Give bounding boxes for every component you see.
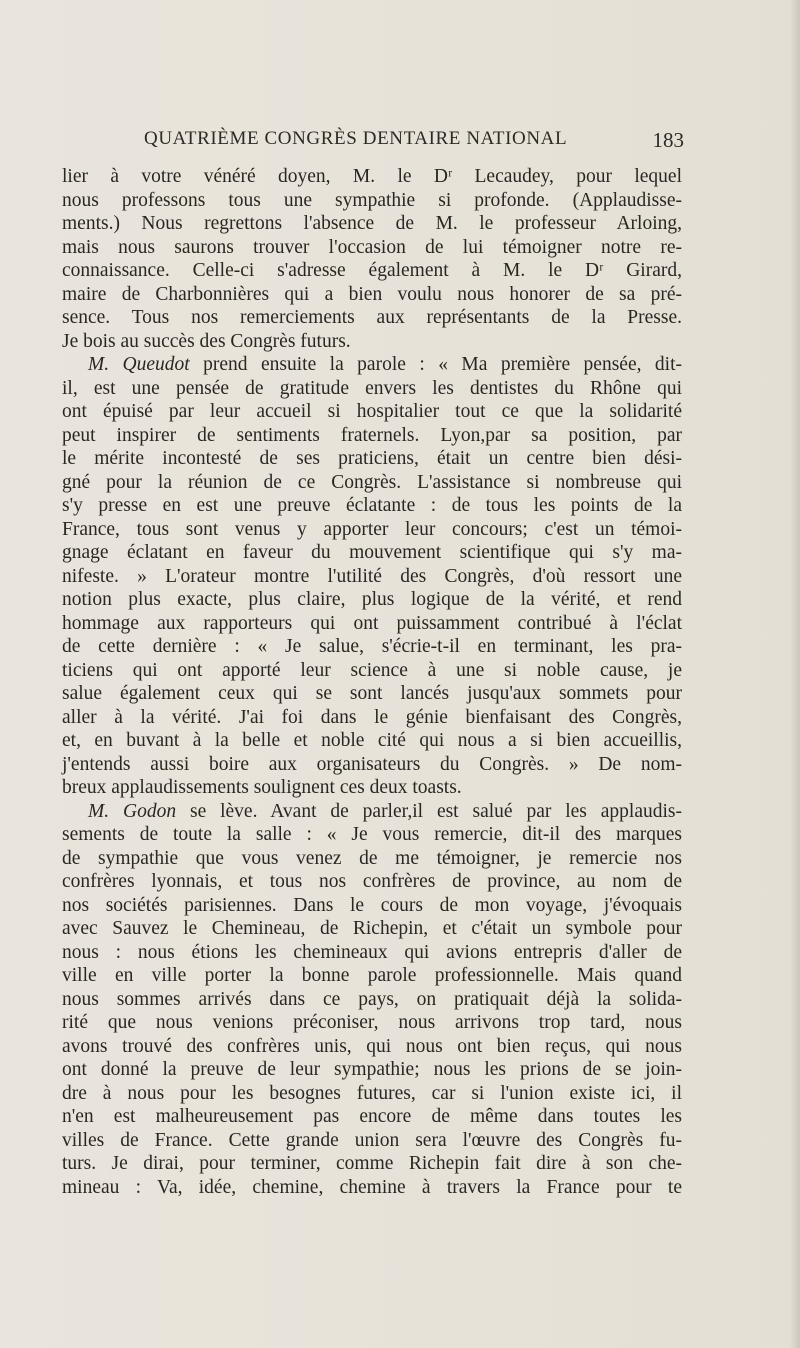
text-line	[62, 682, 682, 706]
text-line	[62, 1058, 682, 1082]
text-line	[62, 847, 682, 871]
text-line	[62, 894, 682, 918]
line-text: ticiens qui ont apporté leur science à une si noble cause, je	[62, 659, 682, 681]
line-text: gnage éclatant en faveur du mouvement scientifique qui s'y ma-	[62, 542, 682, 563]
line-text: aller à la vérité. J'ai foi dans le génie bienfaisant des Congrès,	[62, 706, 682, 728]
text-line	[62, 518, 682, 542]
text-line	[62, 494, 682, 518]
text-line	[62, 776, 682, 800]
text-line	[62, 635, 682, 659]
line-text: breux applaudissements soulignent ces deux toasts.	[62, 777, 462, 798]
line-text: n'en est malheureusement pas encore de même dans toutes les	[62, 1106, 682, 1127]
line-text: mineau : Va, idée, chemine, chemine à travers la France pour te	[62, 1176, 682, 1198]
line-text: ments.) Nous regrettons l'absence de M. le professeur Arloing,	[62, 213, 682, 234]
line-text: ont épuisé par leur accueil si hospitalier tout ce que la solidarité	[62, 401, 682, 422]
text-line	[62, 236, 682, 260]
line-text: nous professons tous une sympathie si profonde. (Applaudisse-	[62, 189, 682, 211]
text-line	[62, 800, 682, 824]
line-text: nos sociétés parisiennes. Dans le cours de mon voyage, j'évoquais	[62, 894, 682, 916]
text-line	[62, 212, 682, 236]
text-line	[62, 753, 682, 777]
line-text: il, est une pensée de gratitude envers les dentistes du Rhône qui	[62, 377, 682, 399]
running-title: QUATRIÈME CONGRÈS DENTAIRE NATIONAL	[144, 128, 568, 149]
line-text: villes de France. Cette grande union sera l'œuvre des Congrès fu-	[62, 1129, 682, 1151]
text-line	[62, 706, 682, 730]
text-line	[62, 870, 682, 894]
text-line	[62, 471, 682, 495]
text-line	[62, 306, 682, 330]
text-line	[62, 283, 682, 307]
text-line	[62, 1035, 682, 1059]
line-text: ville en ville porter la bonne parole professionnelle. Mais quand	[62, 965, 682, 986]
text-line	[62, 1152, 682, 1176]
text-line	[62, 424, 682, 448]
text-line	[62, 400, 682, 424]
line-text: rité que nous venions préconiser, nous arrivons trop tard, nous	[62, 1012, 682, 1033]
text-line	[62, 259, 682, 283]
text-line	[62, 353, 682, 377]
line-text: j'entends aussi boire aux organisateurs du Congrès. » De nom-	[62, 753, 682, 775]
line-text: ont donné la preuve de leur sympathie; nous les prions de se join-	[62, 1059, 682, 1080]
text-line	[62, 165, 682, 189]
line-text: de cette dernière : « Je salue, s'écrie-t-il en terminant, les pra-	[62, 636, 682, 657]
text-line	[62, 588, 682, 612]
text-line	[62, 729, 682, 753]
line-text: maire de Charbonnières qui a bien voulu nous honorer de sa pré-	[62, 283, 682, 305]
line-text: prend ensuite la parole : « Ma première pensée, dit-	[189, 354, 682, 375]
speaker-name: M. Queudot	[88, 354, 190, 375]
line-text: avec Sauvez le Chemineau, de Richepin, et c'était un symbole pour	[62, 918, 682, 939]
line-text: s'y presse en est une preuve éclatante : de tous les points de la	[62, 495, 682, 516]
line-text: avons trouvé des confrères unis, qui nous ont bien reçus, qui nous	[62, 1035, 682, 1057]
running-head	[62, 128, 682, 158]
text-line	[62, 659, 682, 683]
line-text: nous sommes arrivés dans ce pays, on pratiquait déjà la solida-	[62, 988, 682, 1010]
line-text: nifeste. » L'orateur montre l'utilité des Congrès, d'où ressort une	[62, 565, 682, 587]
line-text: hommage aux rapporteurs qui ont puissamment contribué à l'éclat	[62, 612, 682, 634]
text-line	[62, 330, 682, 354]
line-text: et, en buvant à la belle et noble cité qui nous a si bien accueillis,	[62, 730, 682, 751]
text-line	[62, 541, 682, 565]
text-line	[62, 1082, 682, 1106]
text-line	[62, 1105, 682, 1129]
line-text: mais nous saurons trouver l'occasion de lui témoigner notre re-	[62, 236, 682, 258]
text-line	[62, 447, 682, 471]
page-number: 183	[652, 128, 684, 152]
line-text: se lève. Avant de parler,il est salué par les applaudis-	[176, 800, 683, 822]
text-line	[62, 823, 682, 847]
text-line	[62, 189, 682, 213]
line-text: notion plus exacte, plus claire, plus logique de la vérité, et rend	[62, 589, 682, 610]
text-line	[62, 917, 682, 941]
line-text: sements de toute la salle : « Je vous remercie, dit-il des marques	[62, 824, 682, 845]
text-line	[62, 988, 682, 1012]
line-text: lier à votre vénéré doyen, M. le Dʳ Lecaudey, pour lequel	[62, 166, 682, 187]
line-text: salue également ceux qui se sont lancés jusqu'aux sommets pour	[62, 683, 682, 704]
text-line	[62, 565, 682, 589]
speaker-name: M. Godon	[88, 800, 177, 822]
text-line	[62, 941, 682, 965]
line-text: gné pour la réunion de ce Congrès. L'assistance si nombreuse qui	[62, 471, 682, 493]
page-edge-shadow	[790, 0, 800, 1348]
text-line	[62, 964, 682, 988]
line-text: Je bois au succès des Congrès futurs.	[62, 330, 351, 352]
line-text: sence. Tous nos remerciements aux représentants de la Presse.	[62, 307, 682, 328]
line-text: confrères lyonnais, et tous nos confrères de province, au nom de	[62, 871, 682, 892]
line-text: connaissance. Celle-ci s'adresse également à M. le Dʳ Girard,	[62, 260, 682, 281]
line-text: peut inspirer de sentiments fraternels. Lyon,par sa position, par	[62, 424, 682, 446]
line-text: nous : nous étions les chemineaux qui avions entrepris d'aller de	[62, 941, 682, 963]
body-text	[62, 165, 682, 1199]
text-line	[62, 1176, 682, 1200]
text-line	[62, 1129, 682, 1153]
line-text: turs. Je dirai, pour terminer, comme Richepin fait dire à son che-	[62, 1153, 682, 1174]
line-text: le mérite incontesté de ses praticiens, était un centre bien dési-	[62, 448, 682, 469]
text-line	[62, 1011, 682, 1035]
line-text: de sympathie que vous venez de me témoigner, je remercie nos	[62, 847, 682, 869]
line-text: dre à nous pour les besognes futures, car si l'union existe ici, il	[62, 1082, 682, 1104]
line-text: France, tous sont venus y apporter leur concours; c'est un témoi-	[62, 518, 682, 540]
text-line	[62, 377, 682, 401]
text-line	[62, 612, 682, 636]
